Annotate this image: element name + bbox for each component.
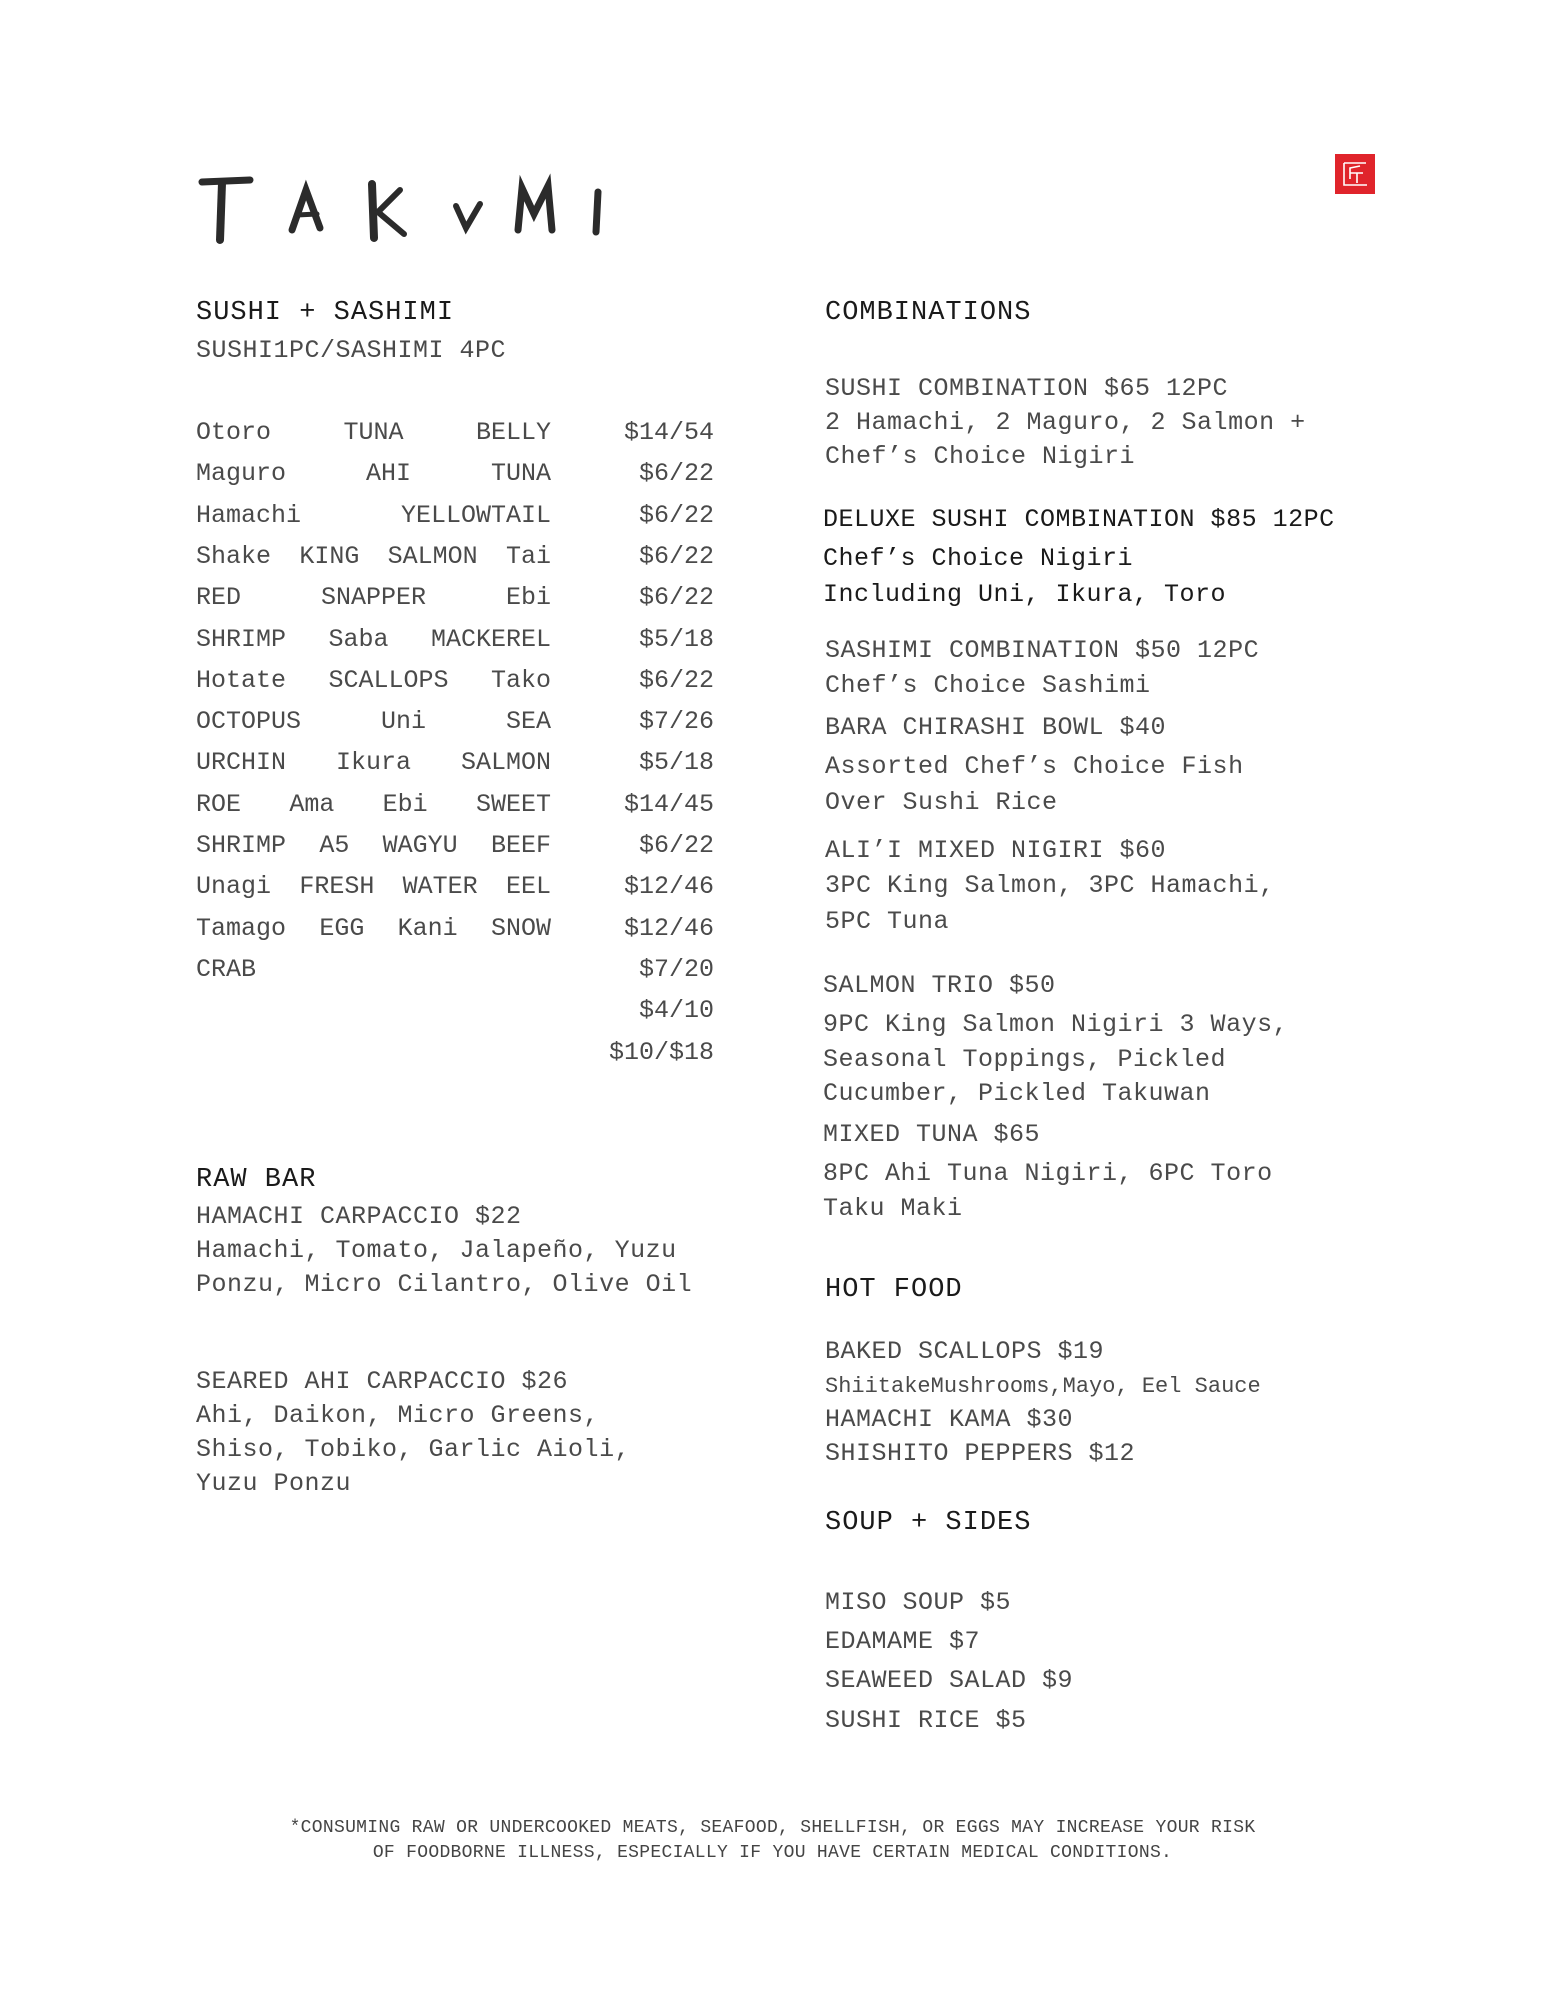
sushi-name-word: Tamago [196, 913, 287, 943]
raw-bar-item-desc: Ahi, Daikon, Micro Greens, [196, 1401, 600, 1430]
disclaimer-line: *CONSUMING RAW OR UNDERCOOKED MEATS, SEAFOOD, SHELLFISH, OR EGGS MAY INCREASE YOUR RISK [289, 1818, 1256, 1838]
sushi-name-word: Maguro [196, 459, 287, 489]
combination-desc: 3PC King Salmon, 3PC Hamachi, [825, 871, 1275, 900]
side-item: MISO SOUP $5 [825, 1588, 1012, 1617]
side-item: SEAWEED SALAD $9 [825, 1666, 1074, 1695]
side-item: SUSHI RICE $5 [825, 1706, 1027, 1735]
combinations-heading: COMBINATIONS [825, 298, 1032, 328]
sushi-name-row [196, 831, 551, 860]
sushi-name-row [196, 501, 551, 530]
sushi-name-word: EGG [319, 913, 365, 943]
sushi-name-word: Shake [196, 541, 272, 571]
sushi-price: $10/$18 [608, 1037, 714, 1067]
sushi-name-word: Unagi [196, 872, 272, 902]
sushi-name-word: SWEET [475, 789, 551, 819]
sushi-name-row [196, 542, 551, 571]
sushi-name-word: TUNA [490, 459, 551, 489]
combination-desc: Chef’s Choice Sashimi [825, 671, 1151, 700]
sushi-name-row [196, 418, 551, 447]
sushi-name-word: TUNA [343, 418, 404, 447]
combination-title: SASHIMI COMBINATION $50 12PC [825, 636, 1260, 665]
combination-desc: Assorted Chef’s Choice Fish [825, 752, 1244, 781]
sushi-name-word: KING [299, 541, 360, 571]
combination-title: DELUXE SUSHI COMBINATION $85 12PC [823, 505, 1335, 534]
combination-desc: 9PC King Salmon Nigiri 3 Ways, [823, 1010, 1289, 1039]
sushi-name-word: SHRIMP [196, 831, 287, 860]
sushi-name-row [196, 955, 551, 984]
sushi-name-word: SCALLOPS [328, 665, 449, 695]
combination-title: ALI’I MIXED NIGIRI $60 [825, 836, 1167, 865]
sushi-price: $6/22 [638, 541, 714, 571]
sushi-name-word: CRAB [196, 954, 257, 984]
sushi-name-word: Kani [397, 913, 458, 943]
sushi-price: $5/18 [638, 624, 714, 654]
sushi-name-word: Tako [490, 665, 551, 695]
sushi-name-word: Uni [381, 707, 427, 737]
combination-desc: Seasonal Toppings, Pickled [823, 1045, 1227, 1074]
sushi-name-word: EEL [505, 872, 551, 902]
sushi-price: $7/20 [638, 954, 714, 984]
hot-food-item-title: HAMACHI KAMA $30 [825, 1405, 1074, 1434]
sushi-name-word: SHRIMP [196, 624, 287, 654]
sushi-price: $12/46 [623, 913, 714, 943]
sushi-name-word: MACKEREL [430, 624, 551, 654]
sushi-price: $6/22 [638, 583, 714, 613]
sushi-name-word: SALMON [460, 748, 551, 778]
raw-bar-item-desc: Ponzu, Micro Cilantro, Olive Oil [196, 1270, 693, 1299]
sushi-name-row [196, 583, 551, 612]
sushi-price: $4/10 [638, 996, 714, 1026]
sushi-price: $6/22 [638, 500, 714, 530]
raw-bar-item-desc: Shiso, Tobiko, Garlic Aioli, [196, 1435, 631, 1464]
sushi-name-word: ROE [196, 789, 242, 819]
hot-food-heading: HOT FOOD [825, 1275, 963, 1305]
combination-title: MIXED TUNA $65 [823, 1120, 1041, 1149]
sushi-name-word: OCTOPUS [196, 707, 302, 737]
sushi-price: $6/22 [638, 831, 714, 860]
combination-desc: Chef’s Choice Nigiri [825, 442, 1136, 471]
raw-bar-heading: RAW BAR [196, 1165, 317, 1195]
sushi-name-word: AHI [365, 459, 411, 489]
sushi-price: $14/45 [623, 789, 714, 819]
sushi-name-word: Hotate [196, 665, 287, 695]
takumi-logo [196, 168, 616, 258]
sushi-name-word: YELLOWTAIL [400, 500, 551, 530]
sushi-name-word: Ebi [382, 789, 428, 819]
sushi-name-word: Ama [289, 789, 335, 819]
sushi-name-row [196, 790, 551, 819]
sushi-price: $6/22 [638, 459, 714, 489]
raw-bar-item-desc: Hamachi, Tomato, Jalapeño, Yuzu [196, 1236, 677, 1265]
hot-food-item-desc: ShiitakeMushrooms,Mayo, Eel Sauce [825, 1374, 1261, 1399]
sushi-name-word: Otoro [196, 418, 272, 447]
sushi-name-word: Tai [505, 541, 551, 571]
sushi-price: $14/54 [623, 418, 714, 447]
sushi-price: $6/22 [638, 665, 714, 695]
sushi-name-row [196, 748, 551, 777]
sushi-name-row [196, 707, 551, 736]
raw-bar-item-desc: Yuzu Ponzu [196, 1469, 352, 1498]
sushi-price: $7/26 [638, 707, 714, 737]
sushi-name-word: BEEF [490, 831, 551, 860]
sushi-price: $5/18 [638, 748, 714, 778]
sushi-name-row [196, 666, 551, 695]
sushi-name-word: WATER [402, 872, 478, 902]
combination-desc: Chef’s Choice Nigiri [823, 544, 1134, 573]
sushi-name-word: A5 [319, 831, 350, 860]
sushi-name-row [196, 459, 551, 488]
sushi-name-word: Ikura [335, 748, 411, 778]
sushi-name-word: SNAPPER [320, 583, 427, 613]
sushi-price: $12/46 [623, 872, 714, 902]
sushi-name-word: Hamachi [196, 500, 302, 530]
sushi-name-word: RED [196, 583, 242, 613]
sushi-name-word: URCHIN [196, 748, 287, 778]
raw-bar-item-title: HAMACHI CARPACCIO $22 [196, 1202, 522, 1231]
combination-title: BARA CHIRASHI BOWL $40 [825, 713, 1167, 742]
sushi-name-row [196, 872, 551, 901]
sushi-name-word: FRESH [299, 872, 375, 902]
combination-desc: Including Uni, Ikura, Toro [823, 580, 1227, 609]
seal-logo-icon [1335, 154, 1375, 194]
sushi-name-word: WAGYU [382, 831, 458, 860]
combination-title: SUSHI COMBINATION $65 12PC [825, 374, 1229, 403]
sushi-name-word: Saba [328, 624, 389, 654]
combination-desc: Cucumber, Pickled Takuwan [823, 1079, 1211, 1108]
hot-food-item-title: SHISHITO PEPPERS $12 [825, 1439, 1136, 1468]
combination-desc: Taku Maki [823, 1194, 963, 1223]
sushi-name-word: BELLY [475, 418, 551, 447]
combination-desc: 8PC Ahi Tuna Nigiri, 6PC Toro [823, 1159, 1273, 1188]
sushi-heading: SUSHI + SASHIMI [196, 298, 455, 328]
combination-title: SALMON TRIO $50 [823, 971, 1056, 1000]
soup-sides-heading: SOUP + SIDES [825, 1508, 1032, 1538]
combination-desc: 5PC Tuna [825, 907, 950, 936]
sushi-name-row [196, 914, 551, 943]
combination-desc: Over Sushi Rice [825, 788, 1058, 817]
sushi-name-word: Ebi [505, 583, 551, 613]
disclaimer-line: OF FOODBORNE ILLNESS, ESPECIALLY IF YOU HAVE CERTAIN MEDICAL CONDITIONS. [372, 1843, 1173, 1863]
side-item: EDAMAME $7 [825, 1627, 981, 1656]
sushi-name-word: SALMON [387, 541, 478, 571]
raw-bar-item-title: SEARED AHI CARPACCIO $26 [196, 1367, 569, 1396]
sushi-name-word: SNOW [490, 913, 551, 943]
sushi-subheading: SUSHI1PC/SASHIMI 4PC [196, 336, 507, 365]
sushi-name-row [196, 625, 551, 654]
combination-desc: 2 Hamachi, 2 Maguro, 2 Salmon + [825, 408, 1306, 437]
hot-food-item-title: BAKED SCALLOPS $19 [825, 1337, 1105, 1366]
sushi-name-word: SEA [505, 707, 551, 737]
